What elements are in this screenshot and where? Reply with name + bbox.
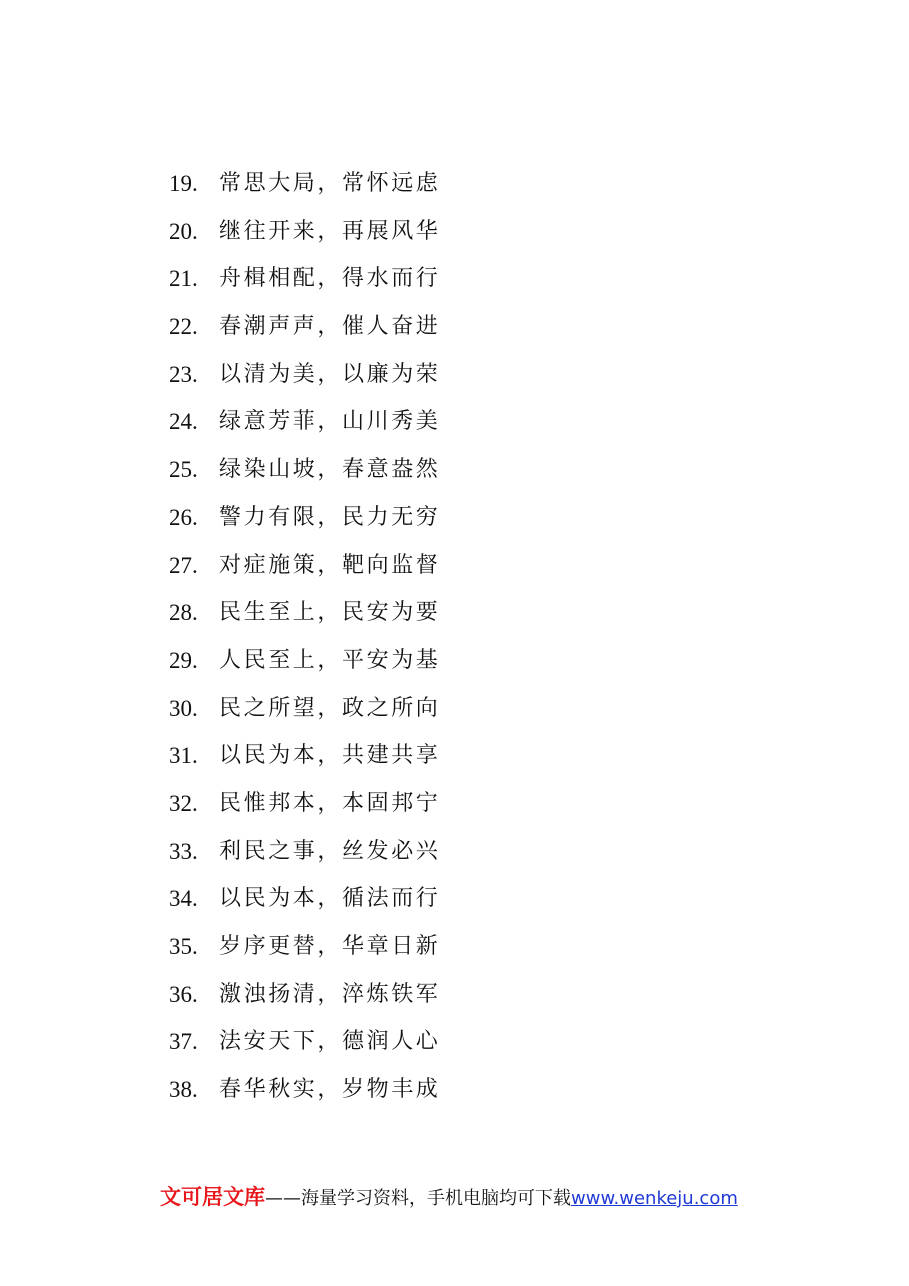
- item-text: 春华秋实，岁物丰成: [219, 1077, 441, 1103]
- list-item: [0, 1018, 909, 1066]
- list-item: [0, 685, 909, 733]
- item-number: 22.: [169, 314, 198, 340]
- list-item: [0, 732, 909, 780]
- list-item: [0, 828, 909, 876]
- list-item: [0, 255, 909, 303]
- footer-banner: [160, 1183, 738, 1211]
- brand-name: 文可居文库: [160, 1185, 265, 1209]
- item-text: 绿意芳菲，山川秀美: [219, 409, 441, 435]
- list-item: [0, 589, 909, 637]
- item-number: 38.: [169, 1077, 198, 1103]
- item-number: 28.: [169, 600, 198, 626]
- list-item: [0, 398, 909, 446]
- item-number: 37.: [169, 1029, 198, 1055]
- item-text: 警力有限，民力无穷: [219, 504, 441, 530]
- list-item: [0, 971, 909, 1019]
- item-number: 19.: [169, 171, 198, 196]
- item-number: 31.: [169, 743, 198, 769]
- item-number: 24.: [169, 409, 198, 435]
- item-text: 以民为本，循法而行: [219, 886, 441, 912]
- list-item: [0, 1066, 909, 1114]
- item-text: 岁序更替，华章日新: [219, 934, 441, 959]
- list-item: [0, 637, 909, 685]
- list-item: [0, 875, 909, 923]
- footer-tagline: ——海量学习资料，手机电脑均可下载: [265, 1188, 571, 1209]
- item-text: 对症施策，靶向监督: [219, 552, 441, 578]
- list-item: [0, 494, 909, 542]
- item-number: 25.: [169, 457, 198, 483]
- item-text: 民之所望，政之所向: [219, 695, 441, 721]
- item-number: 26.: [169, 504, 198, 530]
- list-item: [0, 923, 909, 971]
- item-number: 36.: [169, 981, 198, 1007]
- item-text: 常思大局，常怀远虑: [219, 171, 441, 196]
- item-number: 33.: [169, 838, 198, 864]
- item-number: 27.: [169, 552, 198, 578]
- item-text: 绿染山坡，春意盎然: [219, 457, 441, 483]
- list-item: [0, 780, 909, 828]
- item-text: 继往开来，再展风华: [219, 218, 441, 244]
- item-text: 民惟邦本，本固邦宁: [219, 790, 441, 816]
- item-text: 法安天下，德润人心: [219, 1029, 441, 1055]
- item-text: 春潮声声，催人奋进: [219, 314, 441, 340]
- item-text: 以民为本，共建共享: [219, 743, 441, 769]
- item-text: 激浊扬清，淬炼铁军: [219, 981, 441, 1007]
- item-number: 34.: [169, 886, 198, 912]
- item-text: 人民至上，平安为基: [219, 647, 441, 673]
- item-text: 以清为美，以廉为荣: [219, 361, 441, 387]
- list-item: [0, 208, 909, 256]
- list-item: [0, 351, 909, 399]
- slogan-list: [0, 160, 909, 1114]
- list-item: [0, 446, 909, 494]
- item-number: 32.: [169, 790, 198, 816]
- item-text: 利民之事，丝发必兴: [219, 838, 441, 864]
- item-text: 舟楫相配，得水而行: [219, 266, 441, 292]
- website-link[interactable]: www.wenkeju.com: [571, 1188, 738, 1209]
- item-number: 21.: [169, 266, 198, 292]
- item-number: 30.: [169, 695, 198, 721]
- item-number: 29.: [169, 647, 198, 673]
- list-item: [0, 160, 909, 208]
- item-number: 23.: [169, 361, 198, 387]
- item-text: 民生至上，民安为要: [219, 600, 441, 626]
- item-number: 35.: [169, 934, 198, 959]
- list-item: [0, 303, 909, 351]
- list-item: [0, 542, 909, 590]
- item-number: 20.: [169, 218, 198, 244]
